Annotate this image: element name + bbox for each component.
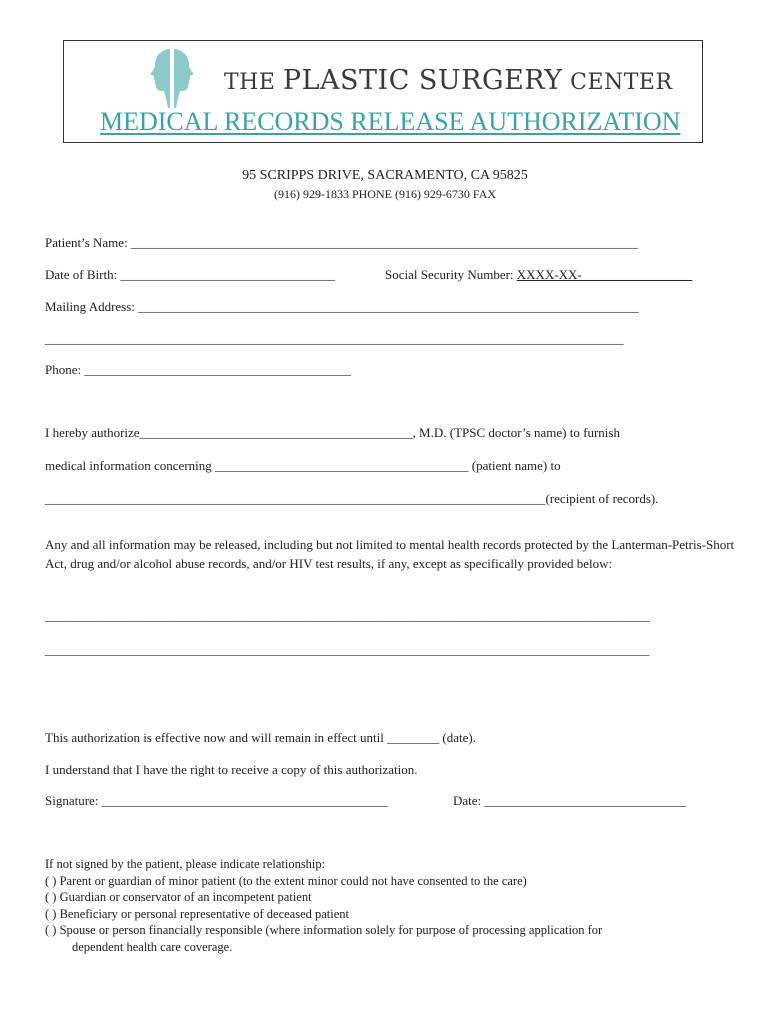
recipient-line[interactable]: _____________________________________________________________________________(recipient of records). (45, 491, 659, 506)
exception-blank-2[interactable]: _____________________________________________________________________________________________ (45, 642, 650, 657)
relationship-option-beneficiary[interactable]: ( ) Beneficiary or personal representative of deceased patient (45, 906, 350, 921)
brand-name (224, 65, 673, 96)
brand-main: PLASTIC SURGERY (282, 65, 563, 96)
twin-profile-faces-icon (146, 47, 198, 109)
ssn-label: Social Security Number: (385, 267, 517, 282)
brand-center: CENTER (562, 70, 673, 95)
patient-name-line[interactable]: medical information concerning _______________________________________ (patient name) to (45, 458, 561, 473)
relationship-intro: If not signed by the patient, please indicate relationship: (45, 857, 326, 871)
mailing-address-field[interactable]: Mailing Address: _____________________________________________________________________________ (45, 299, 639, 314)
address-phone-fax: (916) 929-1833 PHONE (916) 929-6730 FAX (273, 187, 497, 201)
document-title: MEDICAL RECORDS RELEASE AUTHORIZATION (100, 107, 681, 136)
signature-field[interactable]: Signature: ____________________________________________ (45, 793, 388, 808)
date-field[interactable]: Date: _______________________________ (453, 793, 686, 808)
ssn-field[interactable] (385, 267, 692, 283)
address-street: 95 SCRIPPS DRIVE, SACRAMENTO, CA 95825 (242, 168, 528, 183)
brand-the: THE (224, 70, 283, 95)
relationship-option-spouse[interactable]: ( ) Spouse or person financially responsible (where information solely for purpose of processing application for (45, 923, 603, 937)
relationship-option-parent[interactable]: ( ) Parent or guardian of minor patient (to the extent minor could not have consented to the care) (45, 873, 527, 888)
authorize-doctor-line[interactable]: I hereby authorize__________________________________________, M.D. (TPSC doctor’s name) to furnish (45, 425, 620, 440)
relationship-option-spouse-continued: dependent health care coverage. (72, 939, 233, 954)
ssn-value: XXXX-XX-_________________ (516, 267, 693, 282)
copy-right-statement: I understand that I have the right to receive a copy of this authorization. (45, 762, 418, 777)
date-of-birth-field[interactable]: Date of Birth: _________________________________ (45, 267, 335, 282)
release-scope-text: Any and all information may be released, including but not limited to mental health records protected by the Lanterman-Petris-Short Act, drug and/or alcohol abuse records, and/or HIV test results, if any, except as specifically provided below: (45, 537, 735, 571)
phone-field[interactable]: Phone: _________________________________________ (45, 362, 351, 377)
relationship-option-guardian[interactable]: ( ) Guardian or conservator of an incompetent patient (45, 890, 312, 904)
effective-until-line[interactable]: This authorization is effective now and will remain in effect until ________ (date). (45, 730, 476, 745)
header-box (63, 40, 703, 143)
relationship-section (45, 856, 602, 955)
exception-blank-1[interactable]: _____________________________________________________________________________________________ (45, 608, 650, 623)
patient-name-field[interactable]: Patient’s Name: ______________________________________________________________________________ (45, 235, 638, 250)
mailing-address-continued[interactable]: _________________________________________________________________________________________ (45, 331, 624, 346)
